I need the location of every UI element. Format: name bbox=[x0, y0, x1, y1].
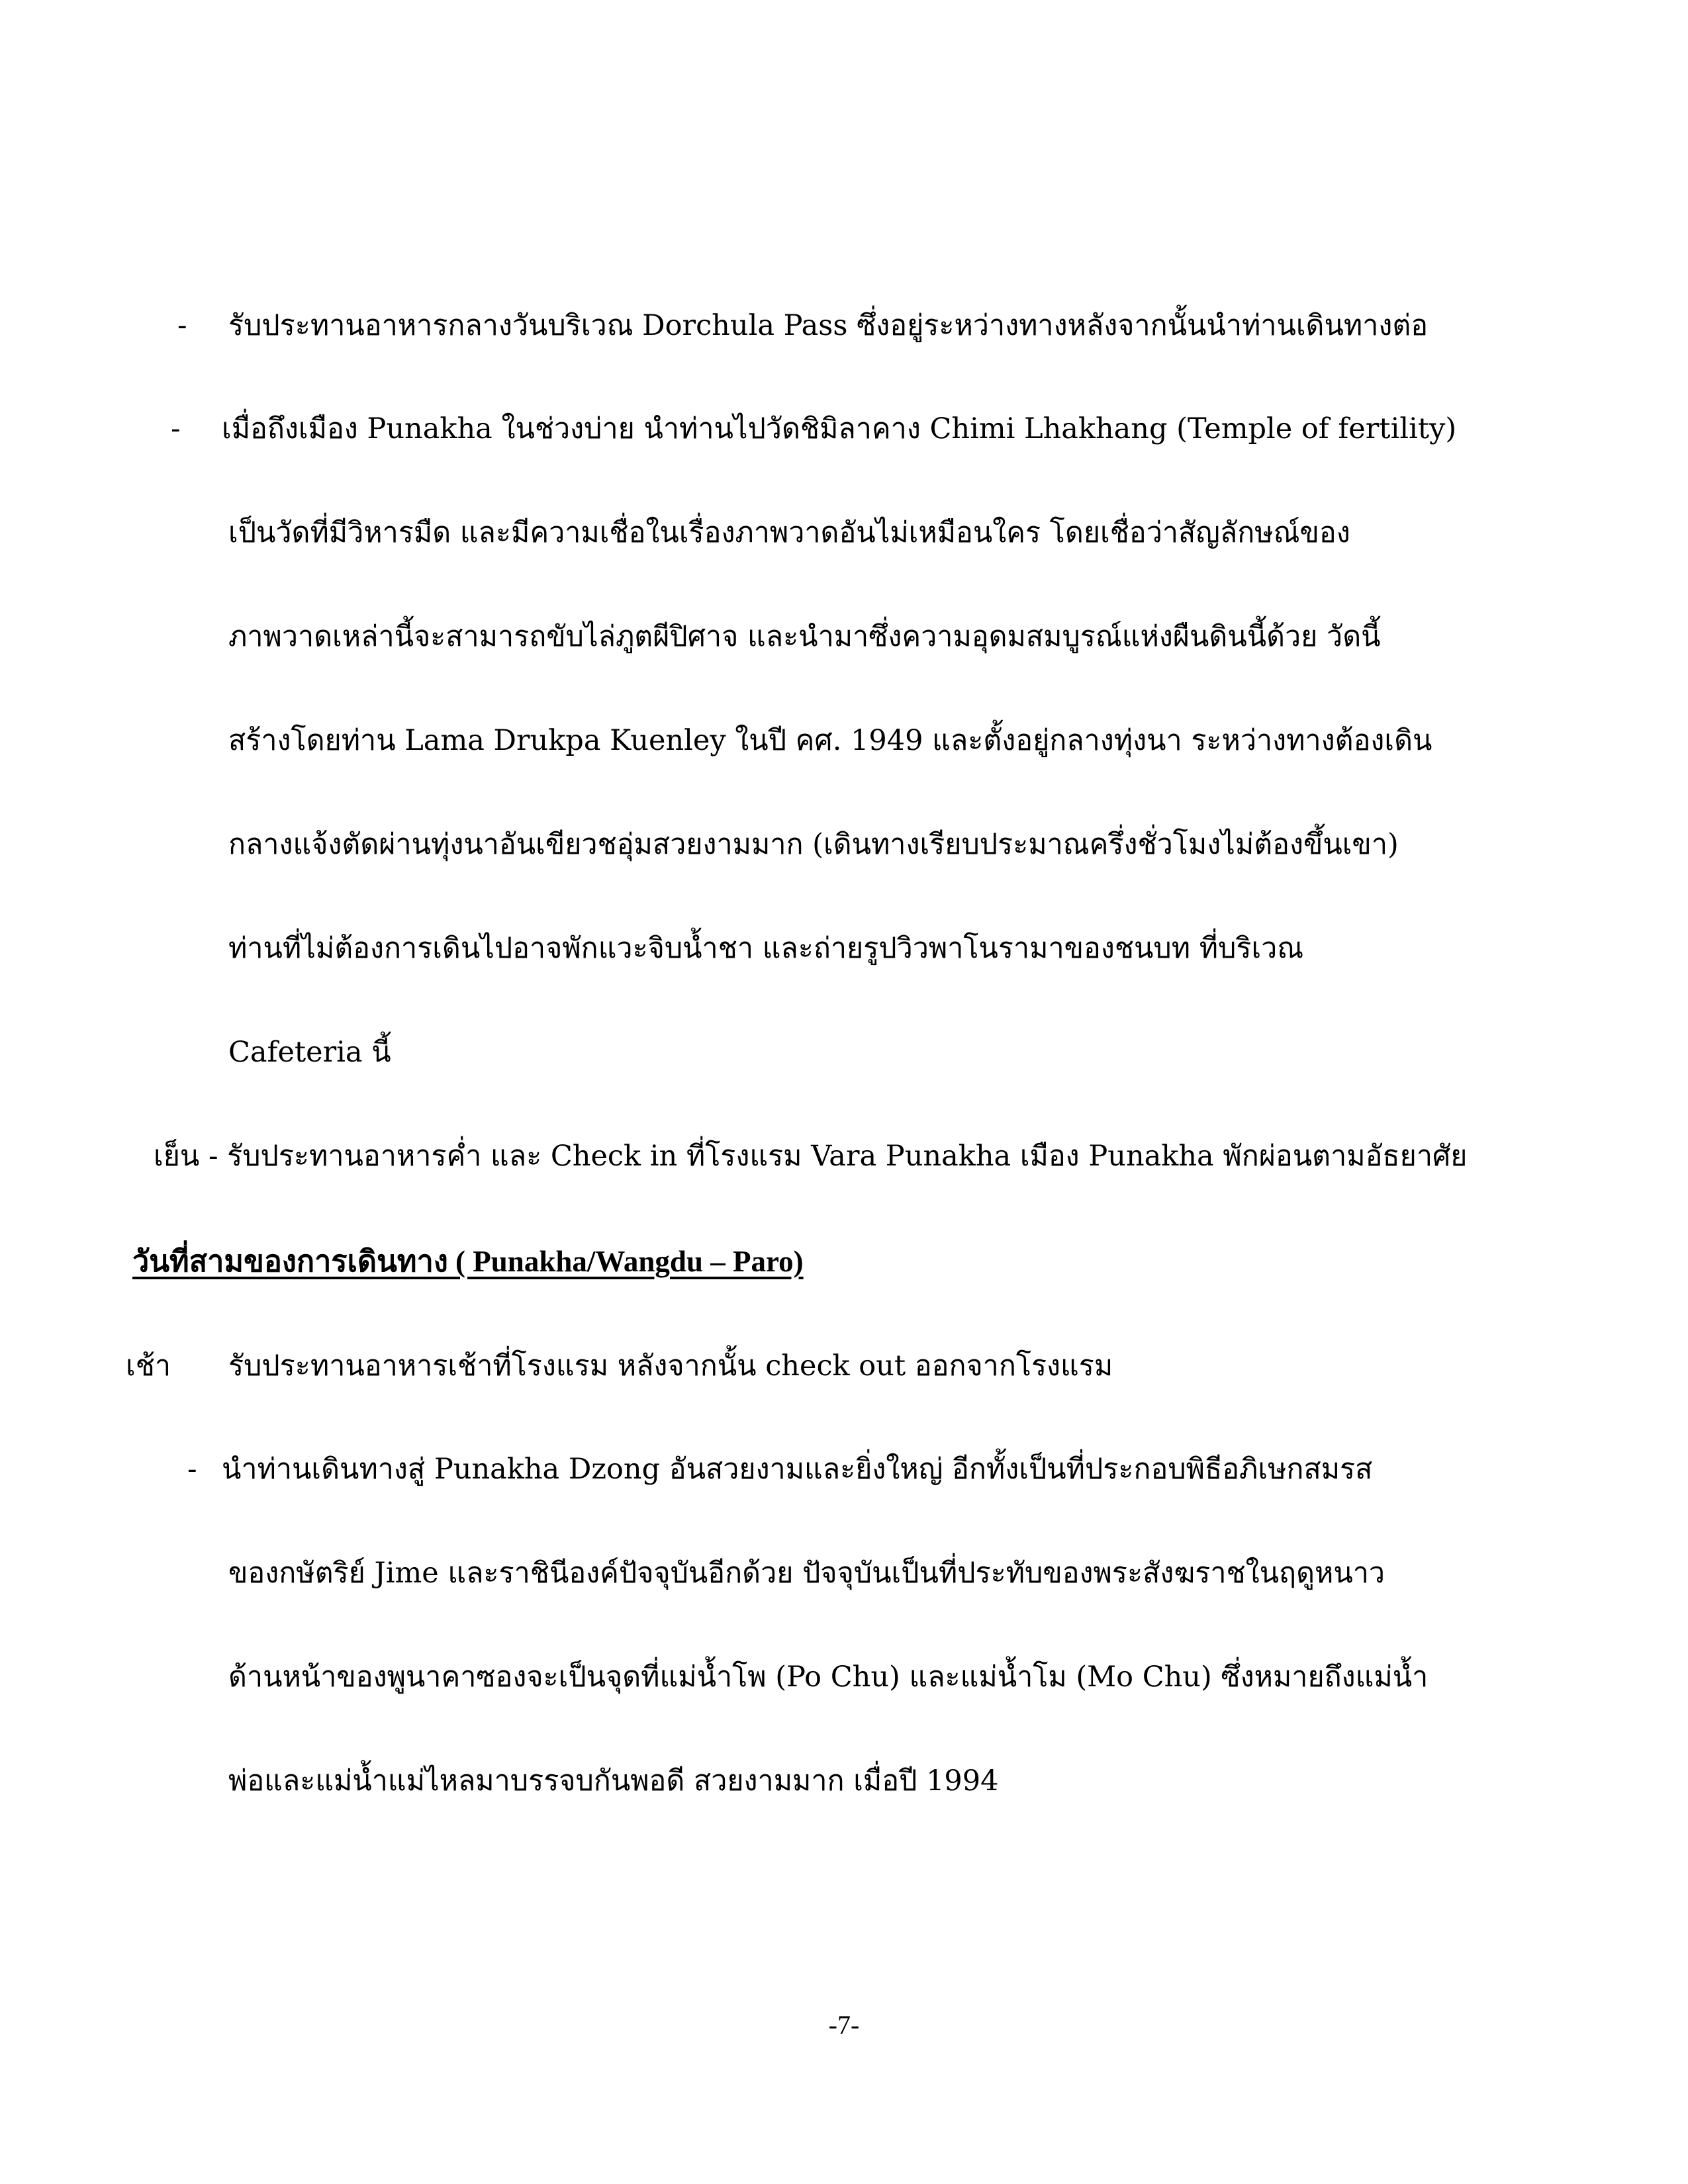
day-three-heading: วันที่สามของการเดินทาง ( Punakha/Wangdu – Paro) bbox=[132, 1245, 804, 1278]
paragraph-line: นำท่านเดินทางสู่ Punakha Dzong อันสวยงามและยิ่งใหญ่ อีกทั้งเป็นที่ประกอบพิธีอภิเษกสมรส bbox=[222, 1453, 1373, 1486]
list-bullet: - bbox=[171, 412, 181, 445]
paragraph-line: ของกษัตริย์ Jime และราชินีองค์ปัจจุบันอีกด้วย ปัจจุบันเป็นที่ประทับของพระสังฆราชในฤดูหนาว bbox=[228, 1557, 1385, 1590]
paragraph-line: สร้างโดยท่าน Lama Drukpa Kuenley ในปี คศ. 1949 และตั้งอยู่กลางทุ่งนา ระหว่างทางต้องเดิน bbox=[228, 724, 1432, 757]
morning-label: เช้า bbox=[126, 1349, 171, 1383]
paragraph-line: พ่อและแม่น้ำแม่ไหลมาบรรจบกันพอดี สวยงามมาก เมื่อปี 1994 bbox=[228, 1764, 999, 1797]
page-number: -7- bbox=[828, 2010, 860, 2040]
evening-schedule-line: เย็น - รับประทานอาหารค่ำ และ Check in ที่โรงแรม Vara Punakha เมือง Punakha พักผ่อนตามอัธยาศัย bbox=[154, 1140, 1468, 1173]
paragraph-line: เมื่อถึงเมือง Punakha ในช่วงบ่าย นำท่านไปวัดชิมิลาคาง Chimi Lhakhang (Temple of fertility) bbox=[222, 412, 1457, 445]
paragraph-line: ภาพวาดเหล่านี้จะสามารถขับไล่ภูตผีปิศาจ และนำมาซึ่งความอุดมสมบูรณ์แห่งผืนดินนี้ด้วย วัดนี้ bbox=[228, 620, 1381, 653]
paragraph-line: เป็นวัดที่มีวิหารมืด และมีความเชื่อในเรื่องภาพวาดอันไม่เหมือนใคร โดยเชื่อว่าสัญลักษณ์ของ bbox=[228, 516, 1350, 549]
paragraph-line: รับประทานอาหารกลางวันบริเวณ Dorchula Pass ซึ่งอยู่ระหว่างทางหลังจากนั้นนำท่านเดินทางต่อ bbox=[228, 309, 1429, 342]
paragraph-line: Cafeteria นี้ bbox=[228, 1036, 391, 1069]
list-bullet: - bbox=[187, 1453, 197, 1486]
paragraph-line: ด้านหน้าของพูนาคาซองจะเป็นจุดที่แม่น้ำโพ (Po Chu) และแม่น้ำโม (Mo Chu) ซึ่งหมายถึงแม่น้ำ bbox=[228, 1661, 1429, 1694]
morning-schedule-line: รับประทานอาหารเช้าที่โรงแรม หลังจากนั้น check out ออกจากโรงแรม bbox=[228, 1349, 1113, 1383]
paragraph-line: ท่านที่ไม่ต้องการเดินไปอาจพักแวะจิบน้ำชา และถ่ายรูปวิวพาโนรามาของชนบท ที่บริเวณ bbox=[228, 932, 1304, 965]
list-bullet: - bbox=[177, 309, 187, 342]
paragraph-line: กลางแจ้งตัดผ่านทุ่งนาอันเขียวชอุ่มสวยงามมาก (เดินทางเรียบประมาณครึ่งชั่วโมงไม่ต้องขึ้นเขา) bbox=[228, 828, 1399, 861]
